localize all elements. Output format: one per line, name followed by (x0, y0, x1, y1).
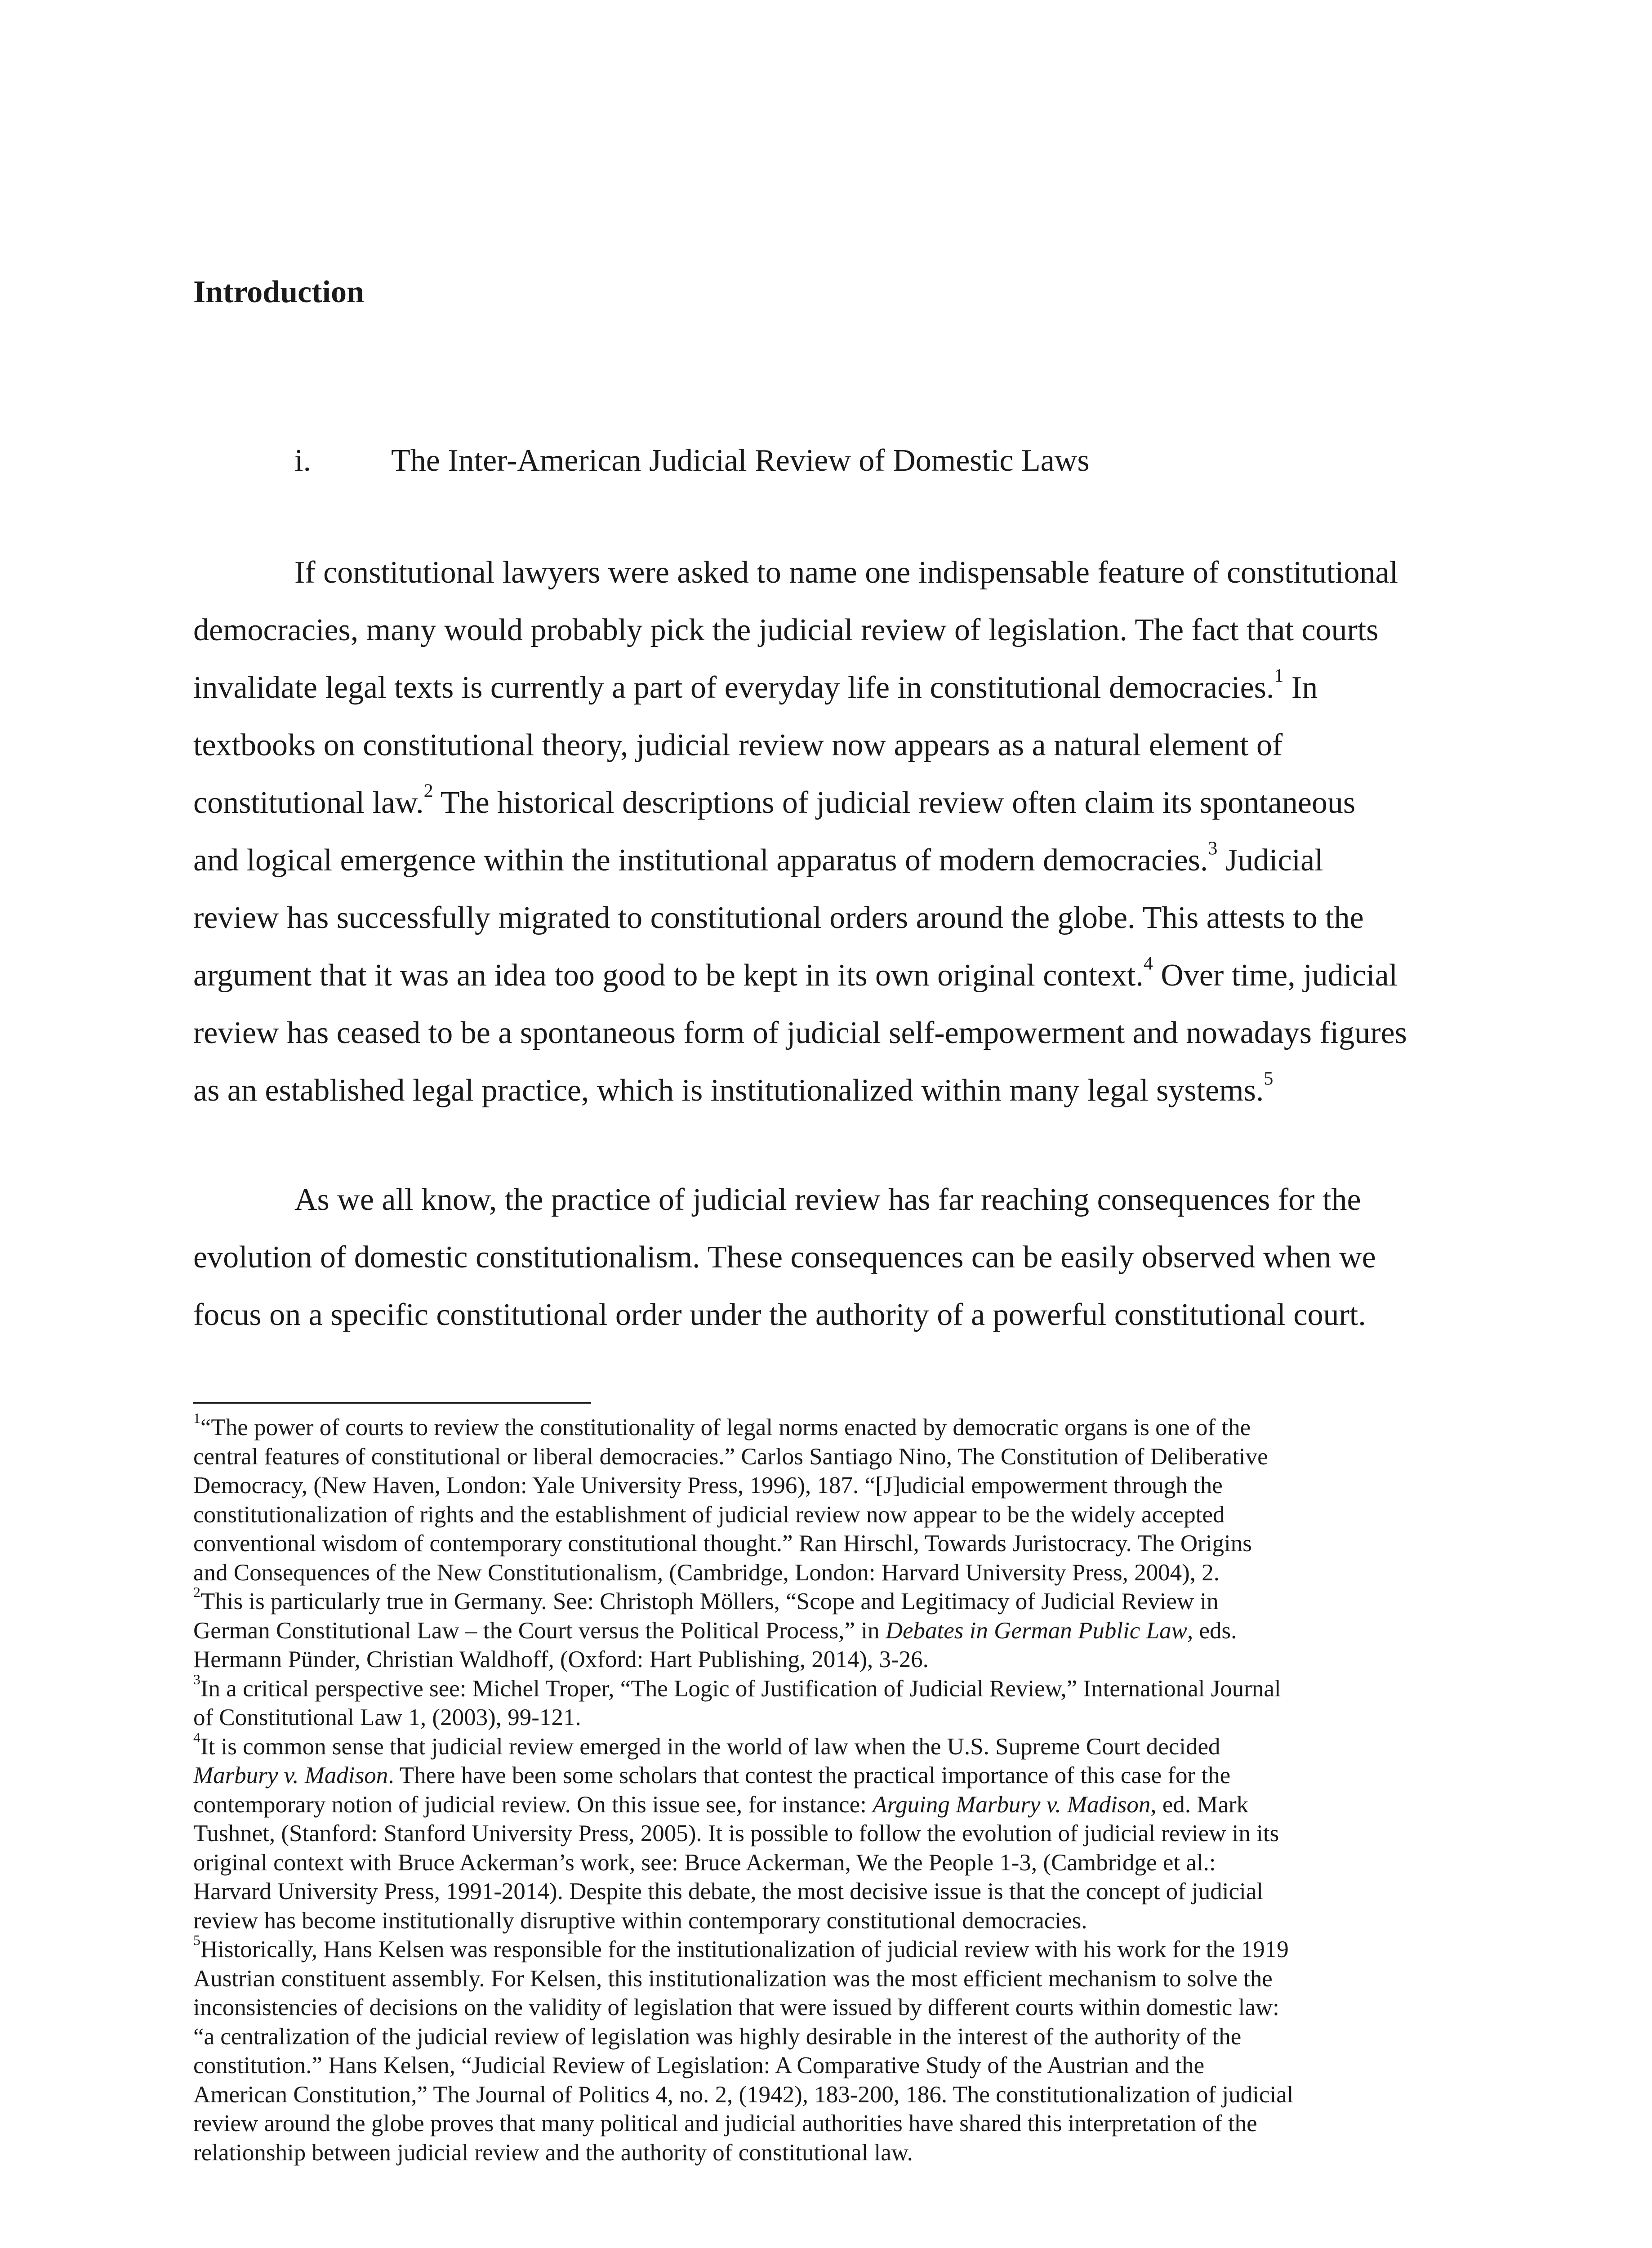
footnote-line (193, 1410, 1458, 1442)
line-text: If constitutional lawyers were asked to name one indispensable feature of constitutional (294, 555, 1398, 590)
footnote-line (193, 1616, 1458, 1646)
footnote-line (193, 1848, 1458, 1878)
paragraph-line (193, 947, 1458, 1004)
footnote-text: Hermann Pünder, Christian Waldhoff, (Oxford: Hart Publishing, 2014), 3-26. (193, 1646, 929, 1673)
paragraph-line (193, 659, 1458, 717)
paragraph-line (193, 544, 1458, 602)
section-number: i. (294, 443, 311, 478)
footnote-text: American Constitution,” The Journal of Politics 4, no. 2, (1942), 183-200, 186. The constitutionalization of judicial (193, 2081, 1294, 2108)
footnote-line (193, 1471, 1458, 1500)
footnote-text: review has become institutionally disruptive within contemporary constitutional democracies. (193, 1907, 1087, 1934)
footnote-separator (193, 1402, 591, 1404)
footnote-text: of Constitutional Law 1, (2003), 99-121. (193, 1704, 581, 1731)
footnote-text: , eds. (1187, 1617, 1237, 1644)
footnote-line (193, 1993, 1458, 2022)
section-title (294, 445, 1090, 477)
paragraph-line (193, 1062, 1458, 1120)
footnote-4 (193, 1729, 1458, 1936)
footnote-text: original context with Bruce Ackerman’s work, see: Bruce Ackerman, We the People 1-3, (Cambridge et al.: (193, 1849, 1216, 1876)
footnote-line (193, 1500, 1458, 1530)
paragraph-line (193, 889, 1458, 947)
footnote-text: “The power of courts to review the constitutionality of legal norms enacted by democratic organs is one of the (200, 1414, 1251, 1441)
footnote-2 (193, 1584, 1458, 1674)
line-text: argument that it was an idea too good to be kept in its own original context. (193, 958, 1144, 993)
footnote-line (193, 1964, 1458, 1994)
line-text-continued: Judicial (1217, 843, 1323, 878)
footnote-reference[interactable]: 5 (1264, 1068, 1274, 1089)
footnote-line (193, 1729, 1458, 1762)
footnote-reference[interactable]: 3 (1208, 838, 1218, 859)
paragraph-line (193, 832, 1458, 889)
footnote-3 (193, 1671, 1458, 1732)
page-heading: Introduction (193, 275, 364, 309)
footnote-text: review around the globe proves that many political and judicial authorities have shared this interpretation of the (193, 2110, 1257, 2136)
footnote-line (193, 1819, 1458, 1848)
footnote-line (193, 1761, 1458, 1790)
footnote-text: central features of constitutional or liberal democracies.” Carlos Santiago Nino, The Constitution of Deliberative (193, 1443, 1268, 1470)
footnote-line (193, 2138, 1458, 2168)
footnote-text: Austrian constituent assembly. For Kelsen, this institutionalization was the most efficient mechanism to solve the (193, 1965, 1273, 1992)
footnote-text: conventional wisdom of contemporary constitutional thought.” Ran Hirschl, Towards Juristocracy. The Origins (193, 1530, 1252, 1557)
paragraph-line (193, 774, 1458, 832)
body-paragraph-2 (193, 1171, 1458, 1344)
footnote-text: constitutionalization of rights and the establishment of judicial review now appear to be the widely accepted (193, 1501, 1225, 1528)
footnote-line (193, 1645, 1458, 1674)
footnote-text: Democracy, (New Haven, London: Yale University Press, 1996), 187. “[J]udicial empowerment through the (193, 1472, 1223, 1499)
footnote-marker: 5 (193, 1932, 200, 1948)
line-text-continued: Over time, judicial (1153, 958, 1398, 993)
section-title-text: The Inter-American Judicial Review of Domestic Laws (391, 443, 1090, 478)
footnote-italic-title: Arguing Marbury v. Madison (873, 1791, 1151, 1818)
line-text-continued: The historical descriptions of judicial review often claim its spontaneous (433, 785, 1356, 820)
line-text: textbooks on constitutional theory, judicial review now appears as a natural element of (193, 728, 1283, 763)
paragraph-line (193, 717, 1458, 774)
body-paragraph-1 (193, 544, 1458, 1120)
footnote-line (193, 1558, 1458, 1588)
footnote-line (193, 1932, 1458, 1964)
footnote-line (193, 1442, 1458, 1472)
footnote-text: inconsistencies of decisions on the validity of legislation that were issued by different courts within domestic law: (193, 1994, 1279, 2021)
footnote-line (193, 1906, 1458, 1936)
paragraph-line (193, 1286, 1458, 1344)
line-text: As we all know, the practice of judicial review has far reaching consequences for the (294, 1182, 1361, 1217)
footnote-text: This is particularly true in Germany. See: Christoph Möllers, “Scope and Legitimacy of Judicial Review in (200, 1588, 1219, 1615)
footnote-line (193, 2051, 1458, 2080)
paragraph-line (193, 1004, 1458, 1062)
line-text: and logical emergence within the institutional apparatus of modern democracies. (193, 843, 1208, 878)
footnote-italic-title: Marbury v. Madison (193, 1762, 388, 1789)
footnote-text: “a centralization of the judicial review of legislation was highly desirable in the interest of the authority of the (193, 2023, 1242, 2050)
footnote-text: , ed. Mark (1150, 1791, 1249, 1818)
line-text-continued: In (1283, 670, 1318, 705)
footnote-5 (193, 1932, 1458, 2167)
paragraph-line (193, 602, 1458, 659)
line-text: invalidate legal texts is currently a part of everyday life in constitutional democracies. (193, 670, 1274, 705)
line-text: evolution of domestic constitutionalism. These consequences can be easily observed when we (193, 1240, 1376, 1275)
footnote-line (193, 2022, 1458, 2052)
line-text: focus on a specific constitutional order under the authority of a powerful constitutional court. (193, 1298, 1366, 1332)
footnote-text: relationship between judicial review and the authority of constitutional law. (193, 2139, 913, 2166)
footnote-text: contemporary notion of judicial review. On this issue see, for instance: (193, 1791, 873, 1818)
footnote-text: In a critical perspective see: Michel Troper, “The Logic of Justification of Judicial Review,” International Journal (200, 1675, 1281, 1702)
paragraph-line (193, 1171, 1458, 1229)
footnote-text: Tushnet, (Stanford: Stanford University Press, 2005). It is possible to follow the evolution of judicial review in its (193, 1820, 1279, 1847)
footnote-line (193, 1671, 1458, 1704)
line-text: constitutional law. (193, 785, 424, 820)
line-text: review has ceased to be a spontaneous form of judicial self-empowerment and nowadays figures (193, 1016, 1407, 1050)
footnote-text: Harvard University Press, 1991-2014). Despite this debate, the most decisive issue is that the concept of judicial (193, 1878, 1264, 1905)
footnote-1 (193, 1410, 1458, 1587)
footnote-line (193, 2109, 1458, 2138)
footnote-text: It is common sense that judicial review emerged in the world of law when the U.S. Supreme Court decided (200, 1733, 1220, 1760)
footnote-marker: 1 (193, 1410, 200, 1426)
footnote-italic-title: Debates in German Public Law (885, 1617, 1187, 1644)
footnote-line (193, 1529, 1458, 1558)
footnotes (193, 1410, 1458, 2167)
footnote-text: Historically, Hans Kelsen was responsible for the institutionalization of judicial review with his work for the 1919 (200, 1936, 1289, 1963)
footnote-reference[interactable]: 4 (1143, 953, 1153, 974)
footnote-marker: 4 (193, 1729, 200, 1745)
footnote-line (193, 1584, 1458, 1616)
footnote-reference[interactable]: 2 (423, 781, 433, 802)
line-text: as an established legal practice, which is institutionalized within many legal systems. (193, 1073, 1264, 1108)
footnote-reference[interactable]: 1 (1274, 665, 1284, 687)
line-text: democracies, many would probably pick the judicial review of legislation. The fact that courts (193, 613, 1379, 647)
footnote-marker: 2 (193, 1584, 200, 1600)
footnote-line (193, 1790, 1458, 1820)
footnote-marker: 3 (193, 1671, 200, 1687)
footnote-text: constitution.” Hans Kelsen, “Judicial Review of Legislation: A Comparative Study of the Austrian and the (193, 2052, 1205, 2079)
footnote-line (193, 1703, 1458, 1732)
paragraph-line (193, 1229, 1458, 1286)
footnote-line (193, 2080, 1458, 2110)
footnote-line (193, 1877, 1458, 1906)
line-text: review has successfully migrated to constitutional orders around the globe. This attests to the (193, 901, 1364, 935)
footnote-text: and Consequences of the New Constitutionalism, (Cambridge, London: Harvard University Press, 2004), 2. (193, 1559, 1220, 1586)
footnote-text: German Constitutional Law – the Court versus the Political Process,” in (193, 1617, 886, 1644)
footnote-text: . There have been some scholars that contest the practical importance of this case for the (388, 1762, 1231, 1789)
